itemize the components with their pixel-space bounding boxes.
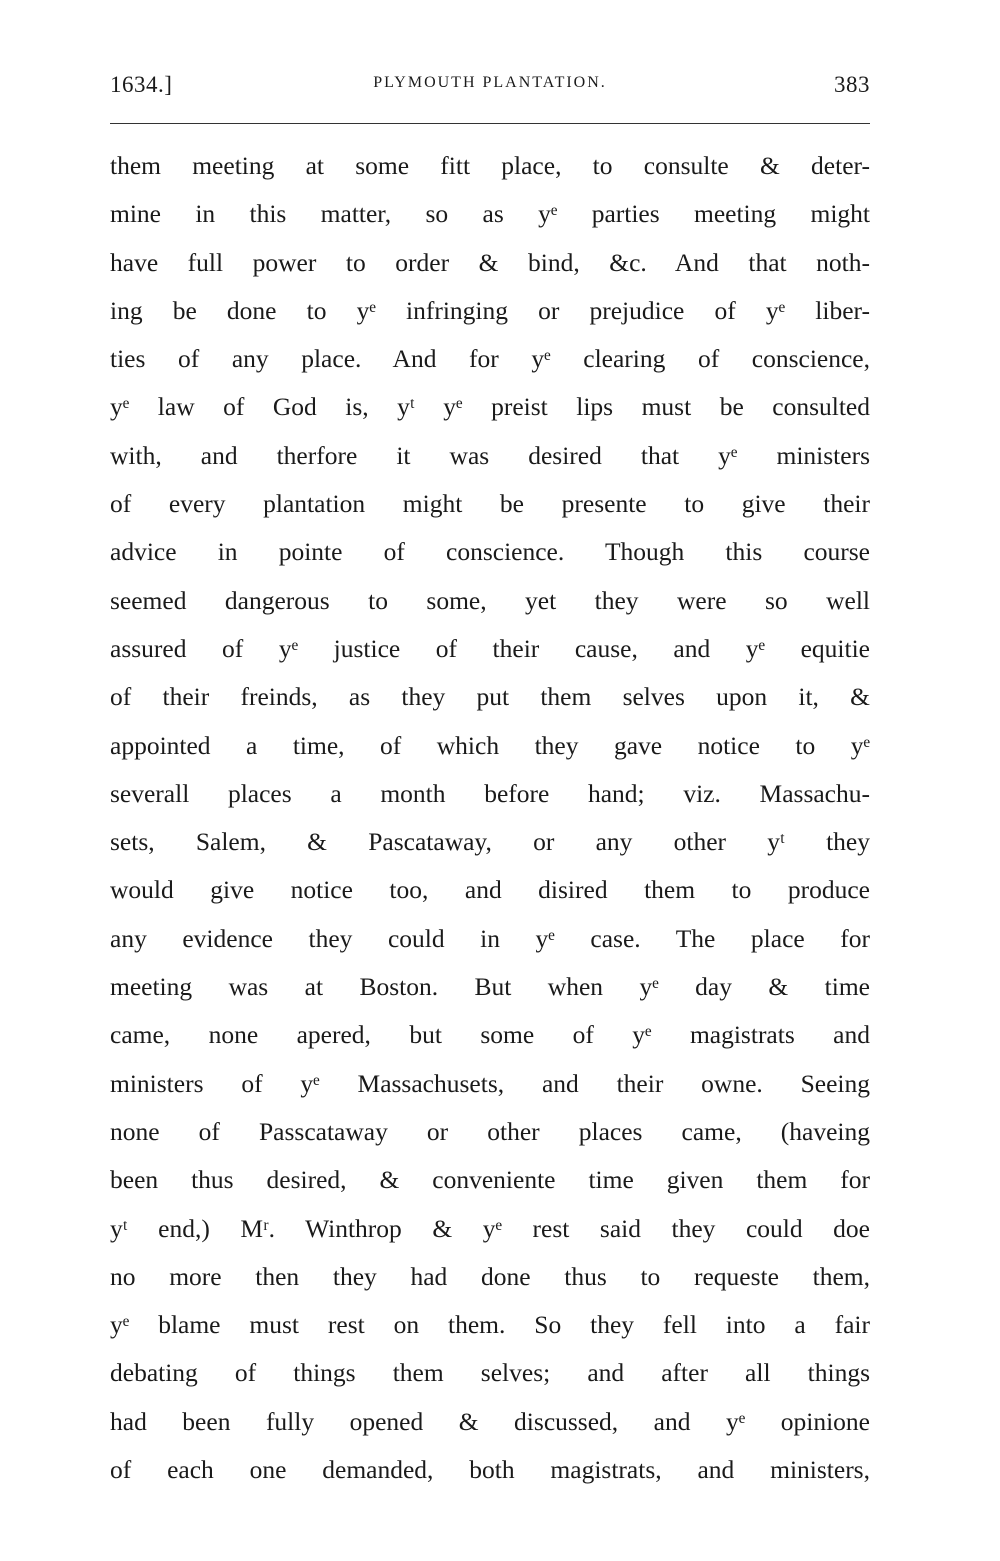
header-rule xyxy=(110,123,870,124)
text-line: sets, Salem, & Pascataway, or any other yᵗ they xyxy=(110,827,870,857)
text-line: meeting was at Boston. But when yᵉ day & time xyxy=(110,972,870,1002)
text-line: yᵗ end,) Mʳ. Winthrop & yᵉ rest said they could doe xyxy=(110,1213,870,1243)
text-line: had been fully opened & discussed, and yᵉ opinione xyxy=(110,1406,870,1436)
text-line: ties of any place. And for yᵉ clearing of conscience, xyxy=(110,344,870,374)
text-line: no more then they had done thus to requeste them, xyxy=(110,1261,870,1291)
book-page xyxy=(110,62,870,1494)
body-text xyxy=(110,142,870,1494)
text-line: yᵉ law of God is, yᵗ yᵉ preist lips must be consulted xyxy=(110,392,870,422)
text-line: yᵉ blame must rest on them. So they fell into a fair xyxy=(110,1310,870,1340)
text-line: any evidence they could in yᵉ case. The place for xyxy=(110,923,870,953)
header-title: PLYMOUTH PLANTATION. xyxy=(373,74,607,91)
text-line: none of Passcataway or other places came, (haveing xyxy=(110,1116,870,1146)
text-line: ministers of yᵉ Massachusets, and their owne. Seeing xyxy=(110,1068,870,1098)
text-line: debating of things them selves; and after all things xyxy=(110,1358,870,1388)
text-line: ing be done to yᵉ infringing or prejudice of yᵉ liber- xyxy=(110,295,870,325)
text-line: severall places a month before hand; viz. Massachu- xyxy=(110,778,870,808)
text-line: came, none apered, but some of yᵉ magistrats and xyxy=(110,1020,870,1050)
text-line: advice in pointe of conscience. Though this course xyxy=(110,537,870,567)
text-line: with, and therfore it was desired that yᵉ ministers xyxy=(110,440,870,470)
text-line: of every plantation might be presente to give their xyxy=(110,489,870,519)
text-line: been thus desired, & conveniente time given them for xyxy=(110,1165,870,1195)
running-header xyxy=(110,62,870,106)
text-line: assured of yᵉ justice of their cause, and yᵉ equitie xyxy=(110,633,870,663)
text-line: appointed a time, of which they gave notice to yᵉ xyxy=(110,730,870,760)
text-line: seemed dangerous to some, yet they were so well xyxy=(110,585,870,615)
text-line: them meeting at some fitt place, to consulte & deter- xyxy=(110,151,870,180)
text-line: mine in this matter, so as yᵉ parties meeting might xyxy=(110,199,870,229)
text-line: would give notice too, and disired them to produce xyxy=(110,875,870,905)
text-line: have full power to order & bind, &c. And that noth- xyxy=(110,247,870,277)
page-number: 383 xyxy=(834,72,870,97)
header-year: 1634.] xyxy=(110,72,173,97)
text-line: of their freinds, as they put them selves upon it, & xyxy=(110,682,870,712)
text-line: of each one demanded, both magistrats, and ministers, xyxy=(110,1455,870,1485)
